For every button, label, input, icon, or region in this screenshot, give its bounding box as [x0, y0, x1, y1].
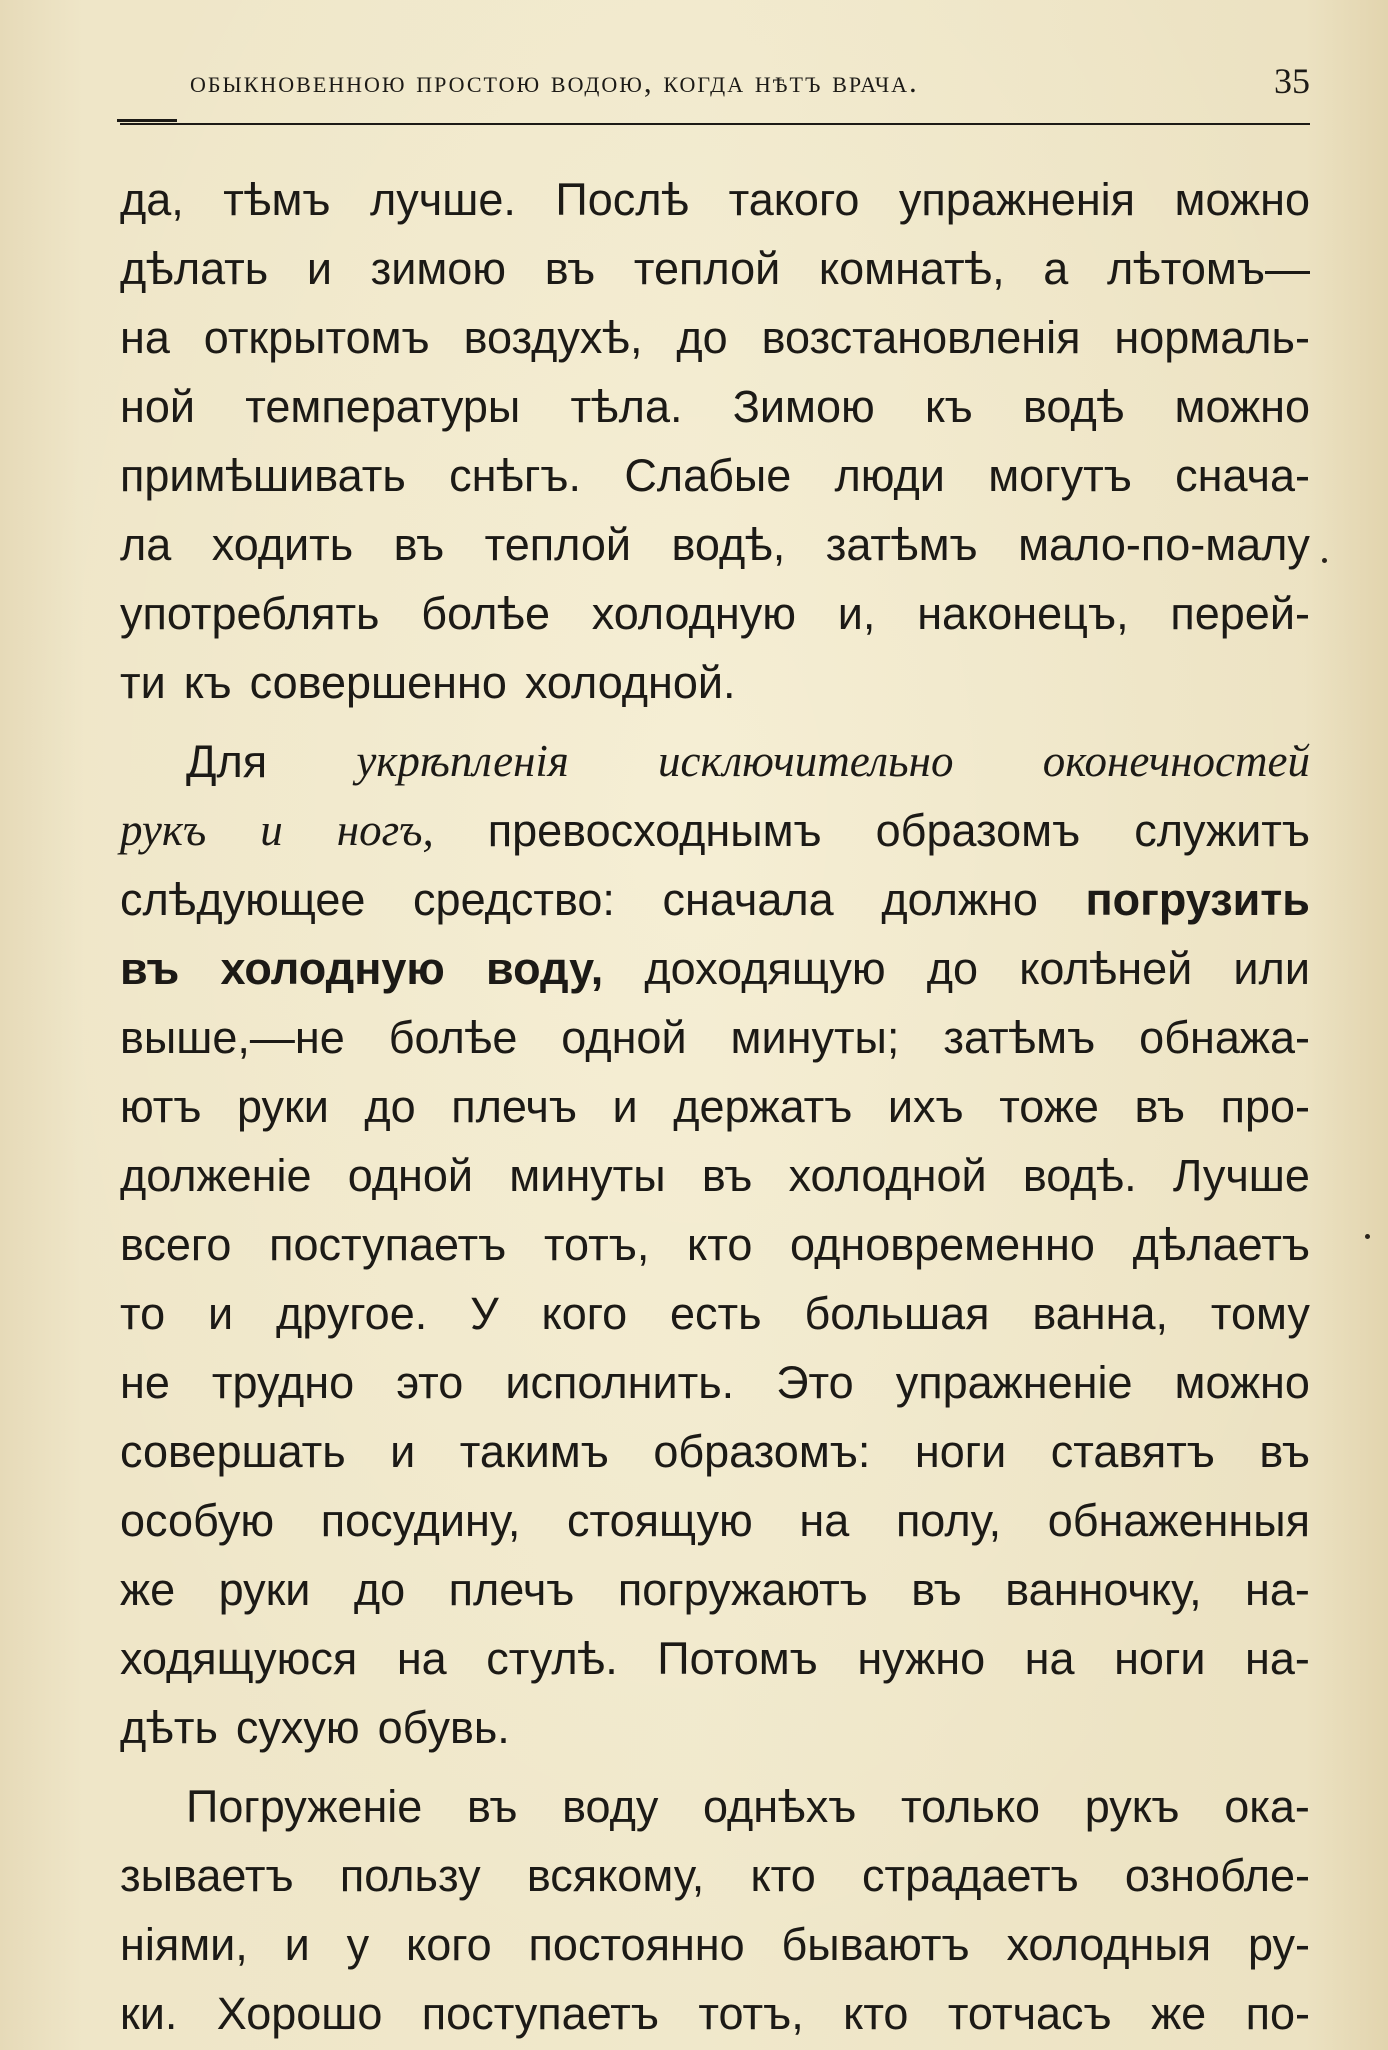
word: или — [1233, 943, 1310, 994]
word: сначала — [662, 874, 834, 925]
word: въ — [544, 243, 596, 294]
word: и — [284, 1919, 310, 1970]
word: на- — [1245, 1633, 1310, 1684]
word: зываетъ — [120, 1850, 294, 1901]
word: ла — [120, 519, 172, 570]
bold-word: воду, — [486, 943, 604, 994]
word: затѣмъ — [943, 1012, 1096, 1063]
word: руки — [237, 1081, 329, 1132]
italic-word: укрѣпленія — [356, 736, 569, 786]
word: и — [390, 1426, 416, 1477]
bold-word: холодную — [220, 943, 445, 994]
word: поступаетъ — [269, 1219, 507, 1270]
text-line — [120, 1772, 1310, 1841]
text-line — [120, 1555, 1310, 1624]
word: на — [1024, 1633, 1075, 1684]
word: воздухѣ, — [463, 312, 643, 363]
word: въ — [466, 1781, 518, 1832]
word: у — [346, 1919, 370, 1970]
text-line — [120, 1979, 1310, 2048]
word: а — [1043, 243, 1069, 294]
word: тому — [1210, 1288, 1310, 1339]
word: въ — [911, 1564, 962, 1615]
word: служитъ — [1134, 805, 1310, 856]
word: снача- — [1175, 450, 1310, 501]
word: колѣней — [1019, 943, 1193, 994]
word: же — [1151, 1988, 1207, 2039]
word: Послѣ — [555, 174, 690, 225]
word: тѣмъ — [223, 174, 331, 225]
word: холодныя — [1006, 1919, 1212, 1970]
word: на — [799, 1495, 850, 1546]
word: водѣ — [1023, 381, 1125, 432]
word: постоянно — [528, 1919, 745, 1970]
word: возстановленія — [761, 312, 1081, 363]
word: кто — [687, 1219, 753, 1270]
word: стоящую — [567, 1495, 753, 1546]
word: плечъ — [448, 1564, 575, 1615]
word: ихъ — [887, 1081, 964, 1132]
word: стулѣ. — [486, 1633, 618, 1684]
word: Для — [186, 736, 268, 787]
word: наконецъ, — [917, 588, 1129, 639]
word: на — [396, 1633, 447, 1684]
word: же — [120, 1564, 176, 1615]
word: тотъ, — [698, 1988, 804, 2039]
word: не — [120, 1357, 170, 1408]
word: тотъ, — [543, 1219, 650, 1270]
word: должно — [881, 874, 1038, 925]
text-line — [120, 579, 1310, 648]
word: зимою — [370, 243, 507, 294]
header-rule-mark — [117, 119, 177, 122]
word: употреблять — [120, 588, 380, 639]
word: болѣе — [421, 588, 550, 639]
word: кто — [750, 1850, 816, 1901]
word: минуты; — [730, 1012, 900, 1063]
word: ной — [120, 381, 196, 432]
word: и, — [837, 588, 876, 639]
word: всего — [120, 1219, 232, 1270]
word: Лучше — [1172, 1150, 1310, 1201]
word: ки. — [120, 1988, 178, 2039]
ink-speck — [1322, 558, 1327, 563]
word: можно — [1174, 1357, 1310, 1408]
italic-word: рукъ — [120, 805, 207, 855]
word: ютъ — [120, 1081, 202, 1132]
word: примѣшивать — [120, 450, 406, 501]
word: ванна, — [1032, 1288, 1168, 1339]
word: превосходнымъ — [487, 805, 822, 856]
word: бываютъ — [781, 1919, 970, 1970]
text-line — [120, 1841, 1310, 1910]
word: слѣдующее — [120, 874, 366, 925]
word: теплой — [633, 243, 781, 294]
word: У — [470, 1288, 499, 1339]
word: ноги — [914, 1426, 1007, 1477]
text-line — [120, 372, 1310, 441]
word: плечъ — [451, 1081, 577, 1132]
word: погружаютъ — [617, 1564, 868, 1615]
text-line — [120, 1348, 1310, 1417]
word: кого — [541, 1288, 628, 1339]
word: въ — [1134, 1081, 1186, 1132]
text-line — [120, 934, 1310, 1003]
word: сухую — [235, 1702, 360, 1753]
word: можно — [1174, 381, 1310, 432]
word: къ — [924, 381, 973, 432]
word: нужно — [857, 1633, 986, 1684]
word: воду — [562, 1781, 659, 1832]
word: страдаетъ — [862, 1850, 1079, 1901]
word: до — [676, 312, 728, 363]
word: перей- — [1170, 588, 1310, 639]
word: ходящуюся — [120, 1633, 358, 1684]
word: поступаетъ — [421, 1988, 659, 2039]
word: руки — [218, 1564, 311, 1615]
body-text — [120, 165, 1310, 2048]
word: Слабые — [624, 450, 792, 501]
word: и — [612, 1081, 638, 1132]
text-line — [120, 1693, 1310, 1762]
word: доходящую — [644, 943, 886, 994]
word: теплой — [484, 519, 632, 570]
word: дѣлать — [120, 243, 269, 294]
text-line — [120, 727, 1310, 796]
word: обувь. — [377, 1702, 510, 1753]
word: температуры — [245, 381, 521, 432]
word: кто — [843, 1988, 909, 2039]
word: тоже — [999, 1081, 1099, 1132]
text-line — [120, 441, 1310, 510]
word: ванночку, — [1005, 1564, 1202, 1615]
word: совершенно — [249, 657, 507, 708]
word: да, — [120, 174, 184, 225]
word: про- — [1220, 1081, 1310, 1132]
word: затѣмъ — [825, 519, 978, 570]
word: тѣла. — [570, 381, 683, 432]
text-line — [120, 303, 1310, 372]
word: можно — [1174, 174, 1310, 225]
word: ноги — [1114, 1633, 1206, 1684]
word: снѣгъ. — [449, 450, 582, 501]
word: водѣ, — [671, 519, 786, 570]
word: одновременно — [790, 1219, 1095, 1270]
running-head — [120, 58, 1310, 116]
word: лучше. — [370, 174, 516, 225]
word: комнатѣ, — [818, 243, 1005, 294]
word: долженіе — [120, 1150, 312, 1201]
word: посудину, — [320, 1495, 521, 1546]
word: то — [120, 1288, 166, 1339]
italic-word: и — [260, 805, 283, 855]
word: холодной — [788, 1150, 987, 1201]
word: такого — [728, 174, 860, 225]
text-line — [120, 796, 1310, 865]
word: кого — [406, 1919, 492, 1970]
word: одной — [347, 1150, 474, 1201]
word: къ — [183, 657, 232, 708]
word: мало-по-малу — [1018, 519, 1310, 570]
word: люди — [834, 450, 945, 501]
word: упражненіе — [895, 1357, 1133, 1408]
word: ти — [120, 657, 166, 708]
word: всякому, — [526, 1850, 705, 1901]
running-head-title: обыкновенною простою водою, когда нѣтъ врача. — [190, 64, 919, 99]
text-line — [120, 510, 1310, 579]
word: Погруженіе — [186, 1781, 423, 1832]
word: другое. — [275, 1288, 428, 1339]
word: рукъ — [1084, 1781, 1180, 1832]
word: выше,—не — [120, 1012, 345, 1063]
word: есть — [670, 1288, 762, 1339]
italic-word: оконечностей — [1042, 736, 1310, 786]
word: ознобле- — [1124, 1850, 1310, 1901]
word: образомъ: — [653, 1426, 871, 1477]
word: такимъ — [459, 1426, 609, 1477]
word: однѣхъ — [703, 1781, 857, 1832]
word: холодную — [591, 588, 796, 639]
text-line — [120, 1417, 1310, 1486]
word: полу, — [895, 1495, 1002, 1546]
word: лѣтомъ— — [1106, 243, 1310, 294]
word: и — [207, 1288, 234, 1339]
text-line — [120, 1210, 1310, 1279]
word: дѣть — [120, 1702, 218, 1753]
word: обнажа- — [1139, 1012, 1310, 1063]
word: обнаженныя — [1047, 1495, 1310, 1546]
word: могутъ — [988, 450, 1132, 501]
word: Потомъ — [657, 1633, 818, 1684]
word: образомъ — [875, 805, 1081, 856]
italic-word: ногъ, — [336, 805, 434, 855]
text-line — [120, 1624, 1310, 1693]
word: трудно — [211, 1357, 355, 1408]
word: пользу — [339, 1850, 481, 1901]
word: болѣе — [388, 1012, 518, 1063]
page-number: 35 — [1274, 61, 1310, 101]
text-line — [120, 234, 1310, 303]
word: до — [926, 943, 979, 994]
word: на- — [1245, 1564, 1310, 1615]
word: только — [901, 1781, 1041, 1832]
word: дѣлаетъ — [1132, 1219, 1310, 1270]
word: въ — [393, 519, 445, 570]
word: въ — [1259, 1426, 1310, 1477]
word: по- — [1245, 1988, 1310, 2039]
bold-word: погрузить — [1085, 874, 1310, 925]
word: большая — [804, 1288, 990, 1339]
text-line — [120, 1910, 1310, 1979]
bold-word: въ — [120, 943, 180, 994]
word: ніями, — [120, 1919, 248, 1970]
word: исполнить. — [505, 1357, 735, 1408]
word: нормаль- — [1114, 312, 1310, 363]
header-rule — [120, 123, 1310, 125]
word: совершать — [120, 1426, 346, 1477]
word: въ — [701, 1150, 753, 1201]
word: открытомъ — [203, 312, 430, 363]
word: ходить — [211, 519, 354, 570]
text-line — [120, 1486, 1310, 1555]
word: минуты — [509, 1150, 666, 1201]
text-line — [120, 865, 1310, 934]
word: Хорошо — [216, 1988, 383, 2039]
word: холодной. — [524, 657, 736, 708]
italic-word: исключительно — [658, 736, 954, 786]
text-line — [120, 1141, 1310, 1210]
word: одной — [561, 1012, 687, 1063]
word: ставятъ — [1050, 1426, 1215, 1477]
word: до — [364, 1081, 416, 1132]
word: Это — [776, 1357, 854, 1408]
text-line — [120, 165, 1310, 234]
word: на — [120, 312, 170, 363]
text-line — [120, 1072, 1310, 1141]
word: тотчасъ — [947, 1988, 1112, 2039]
word: упражненія — [898, 174, 1136, 225]
word: это — [396, 1357, 464, 1408]
text-line — [120, 1003, 1310, 1072]
word: до — [353, 1564, 406, 1615]
word: ру- — [1247, 1919, 1310, 1970]
text-line — [120, 648, 1310, 717]
word: держатъ — [673, 1081, 853, 1132]
word: водѣ. — [1022, 1150, 1137, 1201]
text-line — [120, 1279, 1310, 1348]
word: и — [306, 243, 332, 294]
word: средство: — [413, 874, 615, 925]
ink-speck — [1365, 1234, 1370, 1239]
word: Зимою — [732, 381, 875, 432]
word: ока- — [1224, 1781, 1310, 1832]
word: особую — [120, 1495, 275, 1546]
